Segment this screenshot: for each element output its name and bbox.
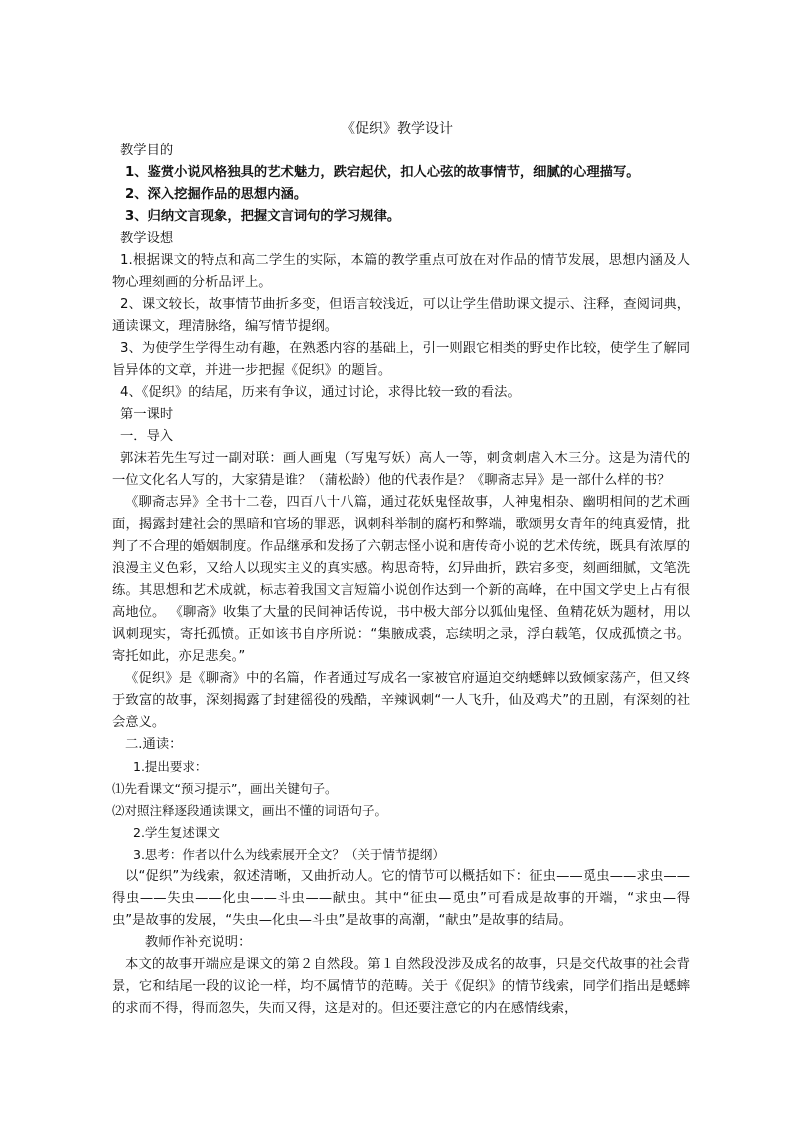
cuzhi-paragraph: 《促织》是《聊斋》中的名篇，作者通过写成名一家被官府逼迫交纳蟋蟀以致倾家荡产，但又终于致富的故事，深刻揭露了封建徭役的残酷，辛辣讽刺“一人飞升，仙及鸡犬”的丑剧，有深刻的社会意义。 [112,671,690,730]
heading-plan: 教学设想 [120,231,174,246]
objective-1: 1、鉴赏小说风格独具的艺术魅力，跌宕起伏，扣人心弦的故事情节，细腻的心理描写。 [125,165,640,180]
teacher-note: 本文的故事开端应是课文的第２自然段。第１自然段没涉及成名的故事，只是交代故事的社会背景，它和结尾一段的议论一样，均不属情节的范畴。关于《促织》的情节线索，同学们指出是蟋蟀的求而不得，得而忽失，失而又得，这是对的。但还要注意它的内在感情线索， [112,957,690,1016]
document-title: 《促织》教学设计 [341,121,453,137]
heading-objectives: 教学目的 [120,143,174,158]
plot-outline: 以“促织”为线索，叙述清晰，又曲折动人。它的情节可以概括如下：征虫——觅虫——求虫——得虫——失虫——化虫——斗虫——献虫。其中“征虫—觅虫”可看成是故事的开端，“求虫—得虫”是故事的发展，“失虫—化虫—斗虫”是故事的高潮，“献虫”是故事的结局。 [112,869,690,928]
reading-step-2: ⑵对照注释逐段通读课文，画出不懂的词语句子。 [112,803,388,818]
heading-lesson-1: 第一课时 [120,407,174,422]
plan-4: 4、《促织》的结尾，历来有争议，通过讨论，求得比较一致的看法。 [120,385,521,400]
objective-2: 2、深入挖掘作品的思想内涵。 [125,187,308,202]
thinking-question: 3.思考：作者以什么为线索展开全文？（关于情节提纲） [133,847,445,862]
intro-paragraph: 郭沫若先生写过一副对联：画人画鬼（写鬼写妖）高人一等，刺贪刺虐入木三分。这是为清代的一位文化名人写的，大家猜是谁？（蒲松龄）他的代表作是？《聊斋志异》是一部什么样的书？ [112,451,690,488]
retell-text: 2.学生复述课文 [133,825,220,840]
heading-reading: 二.通读： [125,737,183,752]
objective-3: 3、归纳文言现象，把握文言词句的学习规律。 [125,209,401,224]
liaozhai-paragraph: 《聊斋志异》全书十二卷，四百八十八篇，通过花妖鬼怪故事，人神鬼相杂、幽明相间的艺术画面，揭露封建社会的黑暗和官场的罪恶，讽刺科举制的腐朽和弊端，歌颂男女青年的纯真爱情，批判了不合理的婚姻制度。作品继承和发扬了六朝志怪小说和唐传奇小说的艺术传统，既具有浓厚的浪漫主义色彩，又给人以现实主义的真实感。构思奇特，幻异曲折，跌宕多变，刻画细腻，文笔洗练。其思想和艺术成就，标志着我国文言短篇小说创作达到一个新的高峰，在中国文学史上占有很高地位。 《聊斋》收集了大量的民间神话传说，书中极大部分以狐仙鬼怪、鱼精花妖为题材，用以讽刺现实，寄托孤愤。正如该书自序所说：“集腋成裘，忘续明之录，浮白载笔，仅成孤愤之书。寄托如此，亦足悲矣。” [112,495,690,664]
teacher-note-heading: 教师作补充说明： [145,935,252,950]
reading-step-1: ⑴先看课文“预习提示”，画出关键句子。 [112,781,338,796]
reading-requirements: 1.提出要求： [133,759,208,774]
plan-1: 1.根据课文的特点和高二学生的实际，本篇的教学重点可放在对作品的情节发展，思想内涵及人物心理刻画的分析品评上。 [112,253,690,290]
heading-introduction: 一．导入 [120,429,174,444]
document-body [112,140,690,1020]
plan-2: 2、课文较长，故事情节曲折多变，但语言较浅近，可以让学生借助课文提示、注释，查阅词典，通读课文，理清脉络，编写情节提纲。 [112,297,690,334]
plan-3: 3、为使学生学得生动有趣，在熟悉内容的基础上，引一则跟它相类的野史作比较，使学生了解同旨异体的文章，并进一步把握《促织》的题旨。 [112,341,690,378]
